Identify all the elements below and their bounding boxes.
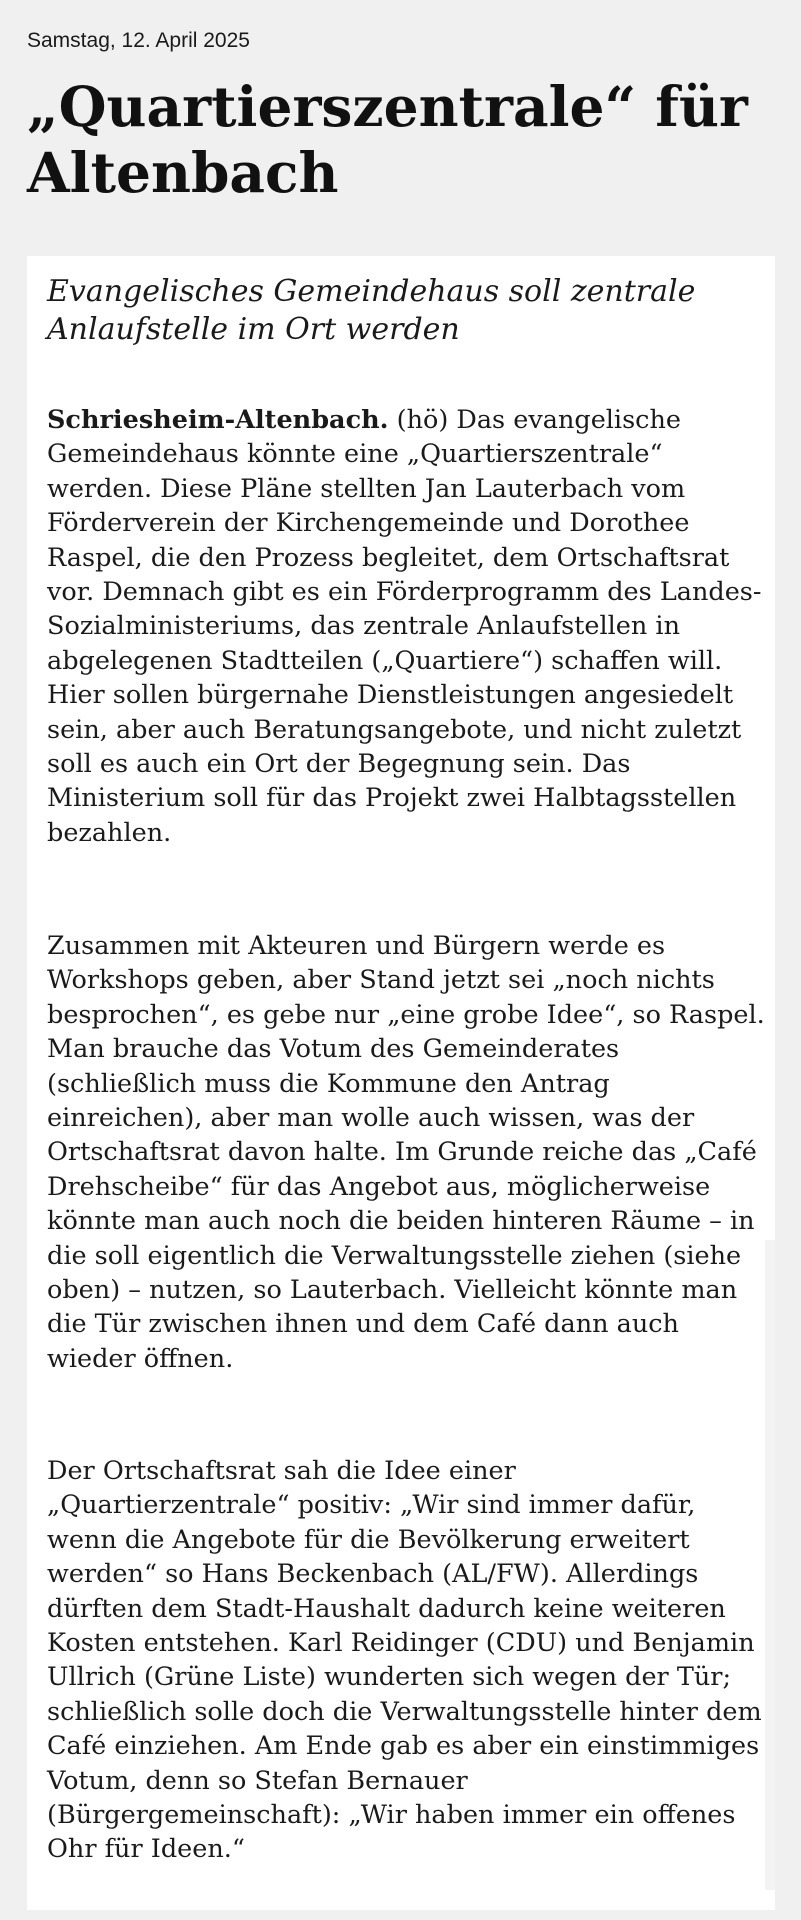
- article-dateline: Schriesheim-Altenbach.: [47, 405, 389, 435]
- article-paragraph-1: [47, 403, 765, 850]
- article-headline: „Quartierszentrale“ für Altenbach: [27, 74, 748, 205]
- article-date: Samstag, 12. April 2025: [27, 29, 250, 52]
- scroll-edge-shade: [765, 1240, 775, 1890]
- article-paragraph-2: Zusammen mit Akteuren und Bürgern werde es Workshops geben, aber Stand jetzt sei „noch nichts besprochen“, es gebe nur „eine grobe Idee“, so Raspel. Man brauche das Votum des Gemeinderates (schließlich muss die Kommune den Antrag einreichen), aber man wolle auch wissen, was der Ortschaftsrat davon halte. Im Grunde reiche das „Café Drehscheibe“ für das Angebot aus, möglicherweise könnte man auch noch die beiden hinteren Räume – in die soll eigentlich die Verwaltungsstelle ziehen (siehe oben) – nutzen, so Lauterbach. Vielleicht könnte man die Tür zwischen ihnen und dem Café dann auch wieder öffnen.: [47, 931, 765, 1374]
- article-paragraph-3: Der Ortschaftsrat sah die Idee einer „Quartierzentrale“ positiv: „Wir sind immer dafür, wenn die Angebote für die Bevölkerung erweitert werden“ so Hans Beckenbach (AL/FW). Allerdings dürften dem Stadt-Haushalt dadurch keine weiteren Kosten entstehen. Karl Reidinger (CDU) und Benjamin Ullrich (Grüne Liste) wunderten sich wegen der Tür; schließlich solle doch die Verwaltungsstelle hinter dem Café einziehen. Am Ende gab es aber ein einstimmiges Votum, denn so Stefan Bernauer (Bürgergemeinschaft): „Wir haben immer ein offenes Ohr für Ideen.“: [47, 1456, 762, 1865]
- article-body-card: [27, 256, 775, 1910]
- article-paragraph-1-text: (hö) Das evangelische Gemeindehaus könnte eine „Quartierszentrale“ werden. Diese Pläne stellten Jan Lauterbach vom Förderverein der Kirchengemeinde und Dorothee Raspel, die den Prozess begleitet, dem Ortschaftsrat vor. Demnach gibt es ein Förderprogramm des Landes-Sozialministeriums, das zentrale Anlaufstellen in abgelegenen Stadtteilen („Quartiere“) schaffen will. Hier sollen bürgernahe Dienstleistungen angesiedelt sein, aber auch Beratungsangebote, und nicht zuletzt soll es auch ein Ort der Begegnung sein. Das Ministerium soll für das Projekt zwei Halbtagsstellen bezahlen.: [47, 405, 762, 848]
- article-subtitle: Evangelisches Gemeindehaus soll zentrale Anlaufstelle im Ort werden: [47, 274, 696, 347]
